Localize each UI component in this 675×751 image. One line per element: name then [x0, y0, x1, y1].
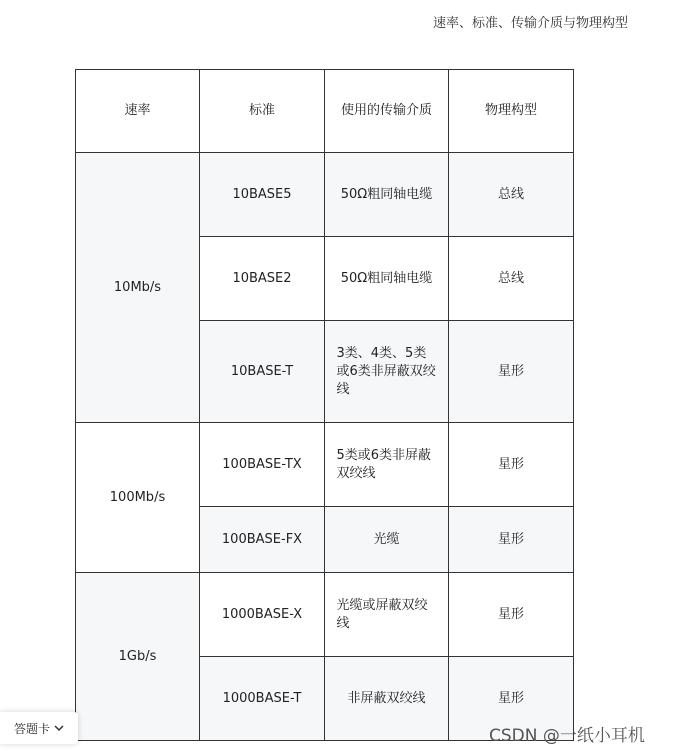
topology-cell: 星形 [449, 573, 574, 657]
topology-cell: 星形 [449, 507, 574, 573]
header-topology: 物理构型 [449, 70, 574, 153]
header-row [76, 70, 574, 153]
rate-cell-1gb: 1Gb/s [76, 573, 200, 741]
medium-cell: 50Ω粗同轴电缆 [325, 237, 449, 321]
ethernet-standards-table [75, 69, 574, 741]
table-caption: 速率、标准、传输介质与物理构型 [433, 16, 629, 31]
topology-cell: 星形 [449, 321, 574, 423]
table-row [76, 573, 574, 657]
rate-cell-100mb: 100Mb/s [76, 423, 200, 573]
topology-cell: 星形 [449, 423, 574, 507]
csdn-watermark: CSDN @一纸小耳机 [489, 726, 645, 746]
topology-cell: 总线 [449, 153, 574, 237]
topology-cell: 总线 [449, 237, 574, 321]
medium-cell: 50Ω粗同轴电缆 [325, 153, 449, 237]
chevron-down-icon [54, 724, 64, 732]
header-standard: 标准 [200, 70, 325, 153]
answer-card-label: 答题卡 [13, 721, 50, 736]
medium-cell: 非屏蔽双绞线 [325, 657, 449, 741]
medium-cell: 光缆或屏蔽双绞线 [325, 573, 449, 657]
table-row [76, 153, 574, 237]
answer-card-button[interactable] [0, 712, 78, 744]
standard-cell: 10BASE2 [200, 237, 325, 321]
rate-cell-10mb: 10Mb/s [76, 153, 200, 423]
medium-cell: 3类、4类、5类或6类非屏蔽双绞线 [325, 321, 449, 423]
standard-cell: 10BASE5 [200, 153, 325, 237]
standard-cell: 1000BASE-X [200, 573, 325, 657]
standard-cell: 1000BASE-T [200, 657, 325, 741]
standard-cell: 100BASE-FX [200, 507, 325, 573]
standard-cell: 100BASE-TX [200, 423, 325, 507]
header-medium: 使用的传输介质 [325, 70, 449, 153]
medium-cell: 5类或6类非屏蔽双绞线 [325, 423, 449, 507]
header-rate: 速率 [76, 70, 200, 153]
table-row [76, 423, 574, 507]
medium-cell: 光缆 [325, 507, 449, 573]
standard-cell: 10BASE-T [200, 321, 325, 423]
topology-cell: 星形 [449, 657, 574, 741]
